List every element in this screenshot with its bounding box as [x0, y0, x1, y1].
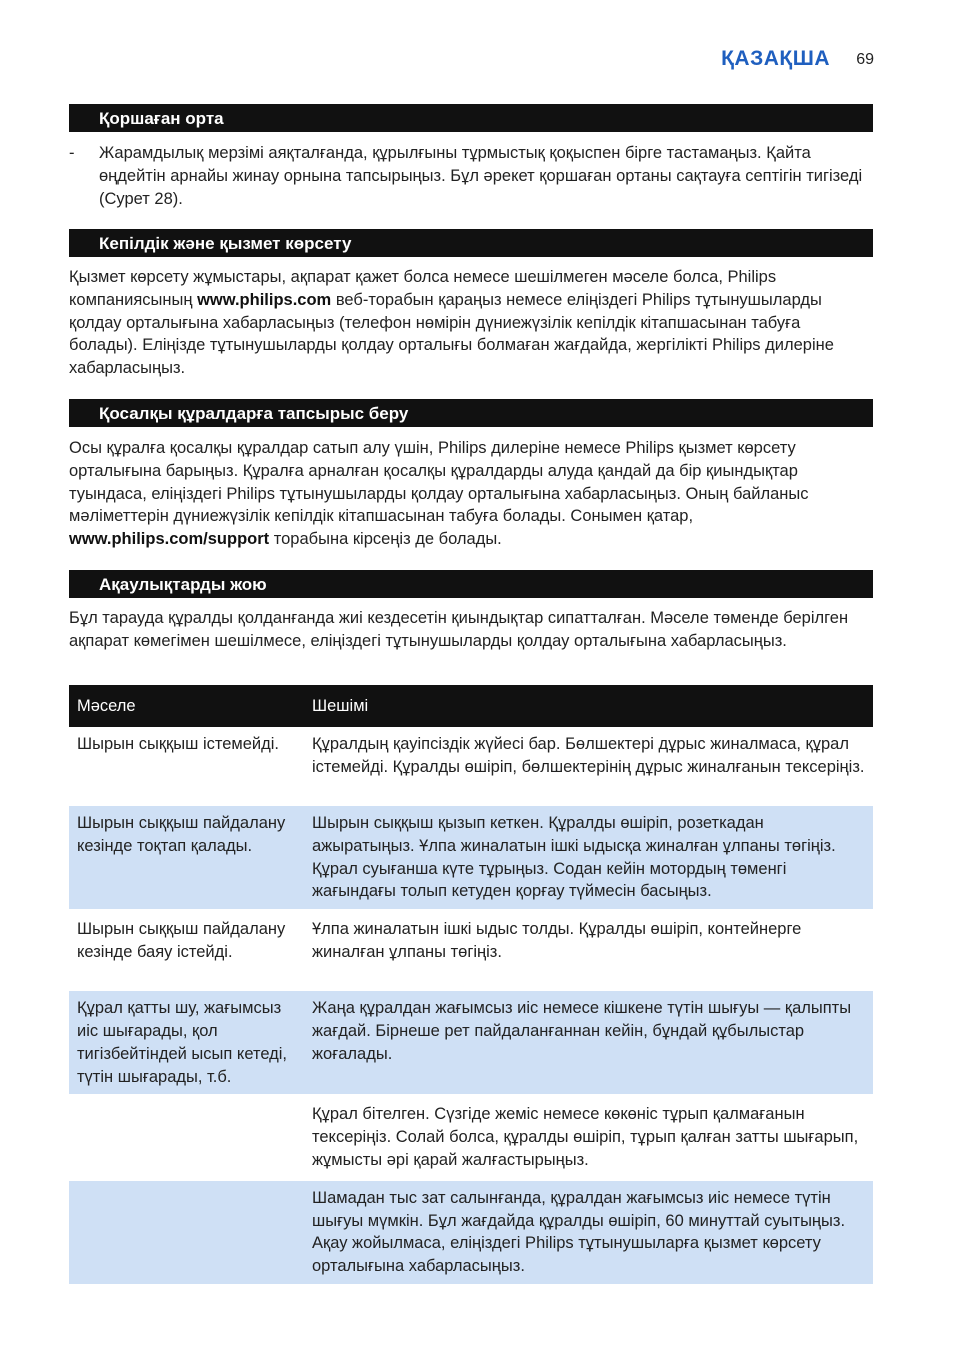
- column-header-solution: Шешімі: [304, 685, 873, 727]
- section-heading-accessories: Қосалқы құралдарға тапсырыс беру: [69, 399, 873, 427]
- solution-cell: Жаңа құралдан жағымсыз иіс немесе кішкене түтін шығуы — қалыпты жағдай. Бірнеше рет пайдаланғаннан кейін, бұндай құбылыстар жоғалады.: [304, 991, 873, 1097]
- warranty-paragraph: [69, 266, 873, 380]
- table-row: [69, 727, 873, 806]
- table-row: [69, 912, 873, 991]
- solution-cell: Құрал бітелген. Сүзгіде жеміс немесе көкөніс тұрып қалмағанын тексеріңіз. Солай болса, құралды өшіріп, тұрып қалған затты шығарып, жұмысты әрі қарай жалғастырыңыз.: [304, 1097, 873, 1180]
- bullet-dash: -: [69, 144, 75, 162]
- table-row: [69, 991, 873, 1097]
- accessories-paragraph: [69, 437, 873, 551]
- troubleshooting-table: [69, 685, 873, 1287]
- problem-cell: [69, 1181, 304, 1287]
- problem-cell: [69, 1097, 304, 1180]
- warranty-text-after: веб-торабын қараңыз немесе еліңіздегі Philips тұтынушыларды қолдау орталығына хабарласыңыз (телефон нөмірін дүниежүзілік кепілдік кітапшасынан табуға болады). Еліңізде тұтынушыларды қолдау орталығы болмаған жағдайда, жергілікті Philips дилеріне хабарласыңыз.: [69, 290, 834, 378]
- philips-website-link[interactable]: www.philips.com: [197, 290, 332, 309]
- problem-cell: Шырын сыққыш пайдалану кезінде тоқтап қалады.: [69, 806, 304, 912]
- troubleshooting-intro: Бұл тарауда құралды қолданғанда жиі кездесетін қиындықтар сипатталған. Мәселе төменде берілген ақпарат көмегімен шешілмесе, еліңіздегі тұтынушыларды қолдау орталығына хабарласыңыз.: [69, 609, 849, 650]
- table-row: [69, 1181, 873, 1287]
- table-row: [69, 1097, 873, 1180]
- environment-paragraph: [69, 142, 873, 210]
- section-heading-warranty: Кепілдік және қызмет көрсету: [69, 229, 873, 257]
- problem-cell: Құрал қатты шу, жағымсыз иіс шығарады, қол тигізбейтіндей ысып кетеді, түтін шығарады, т.б.: [69, 991, 304, 1097]
- language-label: ҚАЗАҚША: [721, 47, 830, 70]
- table-header-row: [69, 685, 873, 727]
- column-header-problem: Мәселе: [69, 685, 304, 727]
- environment-text: Жарамдылық мерзімі аяқталғанда, құрылғыны тұрмыстық қоқыспен бірге тастамаңыз. Қайта өңдейтін арнайы жинау орнына тапсырыңыз. Бұл әрекет қоршаған ортаны сақтауға септігін тигізеді (Сурет 28).: [99, 144, 863, 208]
- page-number: 69: [856, 51, 874, 68]
- solution-cell: Құралдың қауіпсіздік жүйесі бар. Бөлшектері дұрыс жиналмаса, құрал істемейді. Құралды өшіріп, бөлшектерінің дұрыс жиналғанын тексеріңіз.: [304, 727, 873, 806]
- problem-cell: Шырын сыққыш істемейді.: [69, 727, 304, 806]
- section-heading-troubleshooting: Ақаулықтарды жою: [69, 570, 873, 598]
- accessories-text-before: Осы құралға қосалқы құралдар сатып алу үшін, Philips дилеріне немесе Philips қызмет көрсету орталығына барыңыз. Құралға арналған қосалқы құралдарды алуда қандай да бір қиындықтар туындаса, еліңіздегі Philips тұтынушыларды қолдау орталығына хабарласыңыз. Оның байланыс мәліметтерін дүниежүзілік кепілдік кітапшасынан табуға болады. Сонымен қатар,: [69, 439, 809, 526]
- problem-cell: Шырын сыққыш пайдалану кезінде баяу істейді.: [69, 912, 304, 991]
- section-heading-environment: Қоршаған орта: [69, 104, 873, 132]
- philips-support-link[interactable]: www.philips.com/support: [69, 530, 270, 549]
- solution-cell: Шырын сыққыш қызып кеткен. Құралды өшіріп, розеткадан ажыратыңыз. Ұлпа жиналатын ішкі ыдысқа жиналған ұлпаны төгіңіз. Құрал суығанша күте тұрыңыз. Содан кейін мотордың төменгі жағындағы толып кетуден қорғау түймесін басыңыз.: [304, 806, 873, 912]
- warranty-text-before: Қызмет көрсету жұмыстары, ақпарат қажет болса немесе шешілмеген мәселе болса, Philips компаниясының: [69, 268, 777, 309]
- solution-cell: Ұлпа жиналатын ішкі ыдыс толды. Құралды өшіріп, контейнерге жиналған ұлпаны төгіңіз.: [304, 912, 873, 991]
- accessories-text-after: торабына кірсеңіз де болады.: [269, 530, 502, 549]
- solution-cell: Шамадан тыс зат салынғанда, құралдан жағымсыз иіс немесе түтін шығуы мүмкін. Бұл жағдайда құралды өшіріп, 60 минуттай суытыңыз. Ақау жойылмаса, еліңіздегі Philips тұтынушыларға қызмет көрсету орталығына хабарласыңыз.: [304, 1181, 873, 1287]
- table-row: [69, 806, 873, 912]
